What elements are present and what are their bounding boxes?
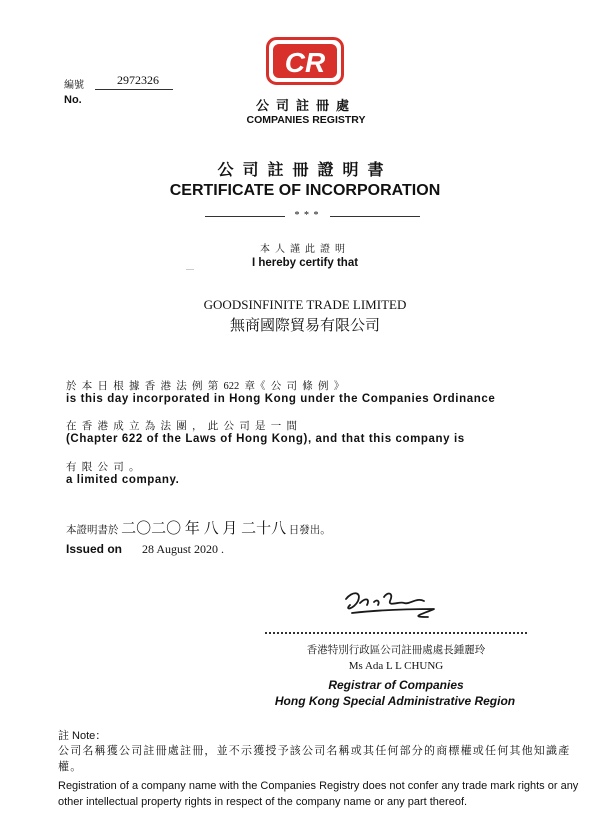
divider-ornament: * * * — [294, 210, 320, 221]
body-line-1-en: is this day incorporated in Hong Kong under the Companies Ordinance — [66, 393, 496, 405]
note-text-zh: 公司名稱獲公司註冊處註冊，並不示獲授予該公司名稱或其任何部分的商標權或任何其他知識產權。 — [58, 745, 571, 773]
companies-registry-logo — [266, 37, 344, 85]
issued-prefix-zh: 本證明書於 — [66, 525, 119, 536]
note-label: 註 Note： — [58, 730, 107, 742]
faint-mark — [186, 269, 194, 270]
certificate-title-en: CERTIFICATE OF INCORPORATION — [169, 182, 441, 199]
company-name-en: GOODSINFINITE TRADE LIMITED — [203, 297, 407, 312]
divider-right — [330, 216, 420, 217]
company-name-zh: 無商國際貿易有限公司 — [229, 318, 380, 334]
body-line-2-zh: 在 香 港 成 立 為 法 團 ， 此 公 司 是 一 間 — [66, 421, 297, 432]
registrar-name: Ms Ada L L CHUNG — [348, 660, 444, 672]
registry-name-en: COMPANIES REGISTRY — [246, 114, 366, 126]
registrar-title-zh: 香港特別行政區公司註冊處處長鍾麗玲 — [306, 645, 486, 656]
issued-date-en: 28 August 2020 . — [142, 542, 225, 556]
body-line-2-en: (Chapter 622 of the Laws of Hong Kong), and that this company is — [66, 433, 465, 445]
registrar-region-en: Hong Kong Special Administrative Region — [274, 694, 516, 708]
registrar-title-en: Registrar of Companies — [328, 678, 464, 692]
issued-date-zh — [66, 517, 331, 538]
note-text-en: Registration of a company name with the Companies Registry does not confer any trade mark rights or any other intellectual property rights in respect of the company name or any part thereof. — [58, 780, 579, 808]
certify-statement-en: I hereby certify that — [251, 257, 359, 269]
issued-date-value-zh: 二〇二〇 年 八 月 二十八 — [121, 521, 287, 537]
body-line-1-zh: 於 本 日 根 據 香 港 法 例 第 622 章《 公 司 條 例 》 — [66, 381, 345, 392]
certify-statement-zh: 本人謹此證明 — [260, 244, 350, 255]
body-line-3-zh: 有 限 公 司 。 — [66, 462, 140, 473]
issued-label-en: Issued on — [66, 542, 123, 556]
body-line-3-en: a limited company. — [66, 474, 180, 486]
signature-line — [265, 632, 527, 634]
logo-lettering: CR — [284, 47, 326, 78]
certificate-number-underline — [95, 89, 173, 90]
certificate-number-value: 2972326 — [117, 73, 159, 87]
divider-left — [205, 216, 285, 217]
certificate-number-label-en: No. — [64, 94, 82, 106]
issued-suffix-zh: 日發出。 — [288, 525, 331, 536]
certificate-number-label-zh: 編號 — [64, 80, 84, 91]
certificate-title-zh: 公司註冊證明書 — [217, 162, 393, 179]
registry-name-zh: 公司註冊處 — [255, 98, 356, 113]
registrar-signature — [340, 587, 440, 623]
